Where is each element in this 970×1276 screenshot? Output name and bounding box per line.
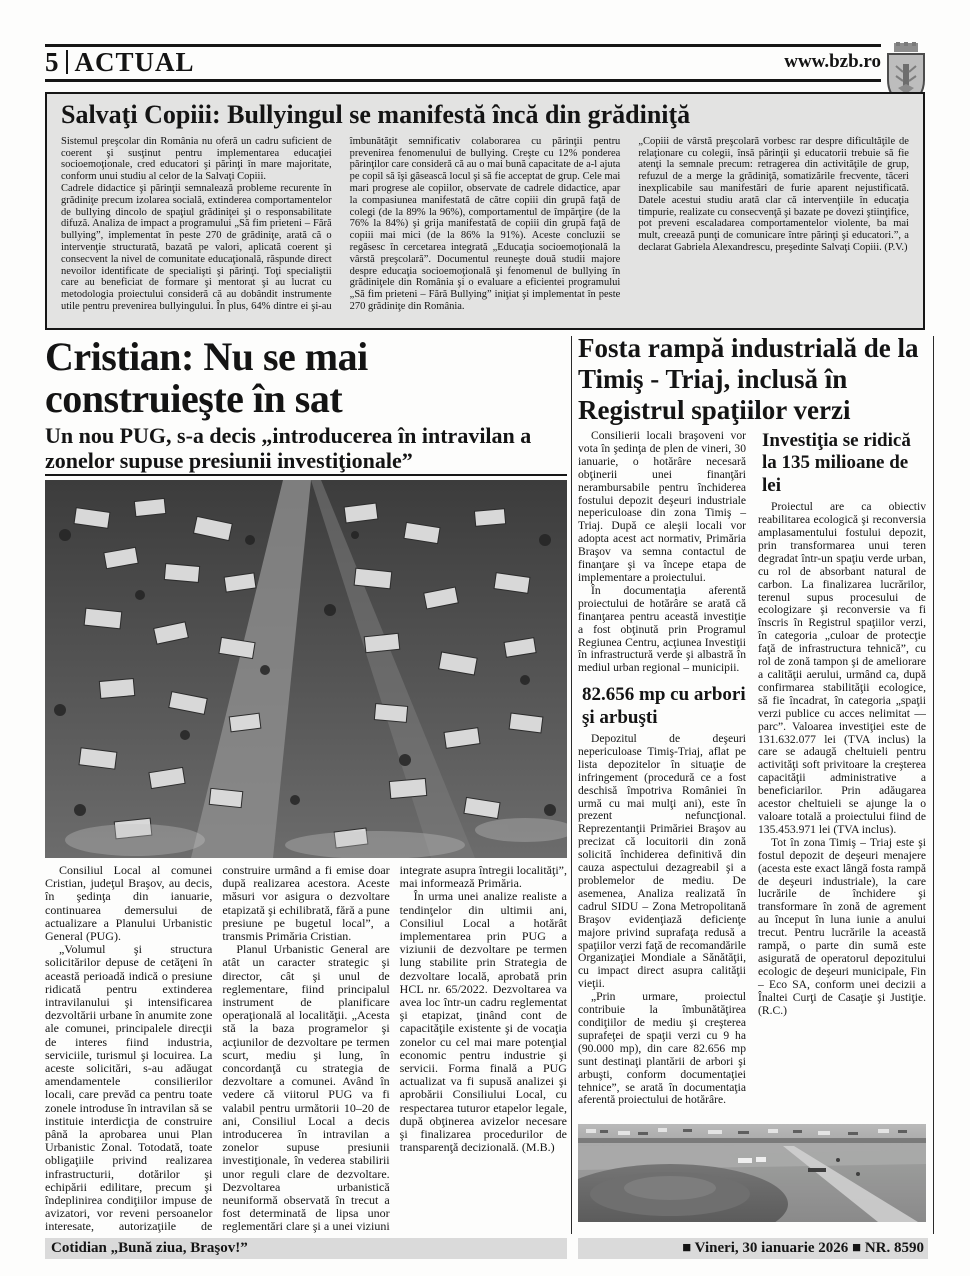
- paragraph: Depozitul de deşeuri nepericuloase Timiş-Triaj, aflat pe lista depozitelor în situaţie de infringement (procedură ce a fost deschisă împotriva României în urmă cu mai mulţi ani), este în prezent nefuncţional. Reprezentanţii Primăriei Braşov au precizat că locuitorii din zonă solicită închiderea definitivă din cauza aspectului dezagreabil şi a problemelor de mediu. De asemenea, Analiza realizată în cadrul SIDU – Zona Metropolitană Braşov evidenţiază deficienţe majore privind suprafaţa redusă a spaţiilor verzi faţă de recomandările Organizaţiei Mondiale a Sănătăţii, cu impact direct asupra calităţii vieţii.: [578, 732, 746, 991]
- paragraph: Consilierii locali braşoveni vor vota în şedinţa de plen de vineri, 30 ianuarie, o hotărâre necesară obţinerii unei finanţări nerambursabile pentru închiderea fostului depozit deşeuri industriale nepericuloase din zona Timiş – Triaj. După ce aleşii locali vor adopta acest act normativ, Primăria Braşov va semna contactul de finanţare şi va începe etapa de implementare a proiectului.: [578, 430, 746, 584]
- paragraph: În documentaţia aferentă proiectului de hotărâre se arată că finanţarea pentru această investiţie a fost obţinută prin Programul Regiunea Centru, acţiunea Investiţii în infrastructură verde şi albastră în mediul urban regional – municipii.: [578, 583, 746, 675]
- main-article-subhead: Un nou PUG, s-a decis „introducerea în intravilan a zonelor supuse presiunii investiţionale”: [45, 423, 532, 474]
- village-photo: [45, 480, 567, 858]
- paragraph: „Prin urmare, proiectul contribuie la îmbunătăţirea condiţiilor de mediu şi creşterea suprafeţei de spaţii verzi cu 9 ha (90.000 mp), din care 82.656 mp sunt destinaţi plantării de arbori şi arbuşti, conform documentaţiei tehnice”, se arată în documentaţia aferentă proiectului de hotărâre.: [578, 990, 746, 1107]
- masthead: [45, 46, 881, 78]
- side-article-headline: Fosta rampă industrială de la Timiş - Triaj, inclusă în Registrul spaţiilor verzi: [578, 333, 919, 425]
- paragraph: Sistemul preşcolar din România nu oferă un cadru suficient de coerent şi susţinut pentru implementarea educaţiei socioemoţionale, cred educatori şi părinţi în mare majoritate, conform unui studiu al celor de la Salvaţi Copiii.: [61, 135, 332, 183]
- paragraph: Cadrele didactice şi părinţii semnalează probleme recurente în grădiniţe precum izolarea socială, extinderea comportamentelor de bullying dincolo de spaţiul grădiniţei şi o responsabilitate difuză. Analiza de impact a programului „Să fim prieteni – Fără bullying”, implementat în peste 270 de grădiniţe, arată că o intervenţie structurată, bazată pe valori, aplicată coerent şi consecvent la nivel de comunitate educaţională, răspunde direct nevoilor identificate de specialişti şi părinţi. Toţi specialiştii care au beneficiat de formare şi mentorat şi au lucrat cu metodologia proiectului consideră că au dobândit instrumente utile pentru prevenirea bullyingului. În plus, 64% dintre ei şi-au îmbunătăţit semnificativ colaborarea cu părinţii pentru prevenirea fenomenului de bullying. Creşte cu 12% ponderea părinţilor care consideră că au o mai bună capacitate de a-l ajuta pe copil să îşi găsească locul şi să fie acceptat de grup. Cele mai mari progrese ale copiilor, observate de cadrele didactice, apar la compasiunea manifestată de către copiii din grupă faţă de colegi (de la 89% la 96%), comportamentul de împărţire (de la 76% la 84%) şi grija manifestată de copiii din grupă faţă de copiii mai mici (de la 86% la 91%). Aceste concluzii se regăsesc în cercetarea integrată „Educaţia socioemoţională la vârstă preşcolară”. Documentul reuneşte două studii majore despre educaţia socioemoţională şi fenomenul de bullying în grădiniţele din România şi o evaluare a eficientei programului „Să fim prieteni – Fără Bullying” iniţiat şi implementat în peste 270 grădiniţe din România.: [61, 135, 621, 313]
- side-article-subhead-investment: Investiţia se ridică la 135 milioane de lei: [762, 430, 911, 496]
- website-url: www.bzb.ro: [784, 51, 881, 72]
- right-edge-rule: [933, 336, 934, 1234]
- footer-date-issue: ■ Vineri, 30 ianuarie 2026 ■ NR. 8590: [578, 1238, 928, 1259]
- section-header: [45, 47, 195, 78]
- paragraph: Tot în zona Timiş – Triaj este şi fostul depozit de deşeuri menajere (acesta este exact lângă fosta rampă de deşeuri industriale), la care lucrările de închidere şi transformare în zonă de agrement au început în luna iunie a anului trecut. Pentru lucrările la această rampă, o parte din sumă este asigurată de operatorul depozitului ecologic de deşeuri municipale, Fin – Eco SA, conform unei decizii a Înaltei Curţi de Casaţie şi Justiţie. (R.C.): [758, 835, 926, 1017]
- section-title: ACTUAL: [74, 46, 195, 77]
- header-bottom-rule: [45, 79, 881, 82]
- paragraph: Consiliul Local al comunei Cristian, judeţul Braşov, au decis, în şedinţa din ianuarie, continuarea demersului de actualizare a Planului Urbanistic General (PUG).: [45, 864, 213, 944]
- paragraph: În urma unei analize realiste a tendinţelor din ultimii ani, Consiliul Local a hotărât implementarea prin PUG a viziunii de dezvoltare pe termen lung stabilite prin Strategia de dezvoltare locală, aprobată prin HCL nr. 65/2022. Dezvoltarea va avea loc într-un cadru reglementat şi etapizat, ţinând cont de capacităţile existente şi de vocaţia zonelor cu cel mai mare potenţial economic pentru industrie şi servicii. Forma finală a PUG actualizat va fi supusă analizei şi aprobării Consiliului Local, cu respectarea tuturor etapelor legale, după obţinerea avizelor necesare şi finalizarea procedurilor de transparenţă decizională. (M.B.): [399, 889, 567, 1155]
- paragraph: Proiectul are ca obiectiv reabilitarea ecologică şi reconversia amplasamentului fostului depozit, prin transformarea unui teren degradat într-un spaţiu verde urban, cu rol de absorbant natural de carbon. La finalizarea lucrărilor, terenul supus procesului de ecologizare şi reconversie va fi înscris în Registrul spaţiilor verzi, în categoria „culoar de protecţie faţă de infrastructura tehnică”, cu rol de zonă tampon şi de ameliorare a calităţii aerului, urmând ca, după confirmarea stabilităţii ecologice, să fie încadrat, în categoria „spaţii verzi publice cu acces nelimitat — parc”. Valoarea investiţiei este de 131.632.077 lei (TVA inclus) la care se adaugă cheltuieli pentru activităţi soft privitoare la creşterea capacităţii administrative a beneficiarilor. Prin adăugarea acestor cheltuieli se ajunge la o valoare totală a proiectului fiind de 135.453.971 lei (TVA inclus).: [758, 500, 926, 836]
- main-article-headline: Cristian: Nu se mai construieşte în sat: [45, 334, 368, 421]
- landfill-photo: [578, 1124, 926, 1222]
- masthead-divider: [66, 50, 68, 74]
- paragraph: „Volumul şi structura solicitărilor depuse de cetăţeni în această perioadă indică o presiune ridicată pentru extinderea intravilanului şi intensificarea dezvoltării urbane în anumite zone ale comunei, principalele direcţii de interes fiind industria, serviciile, turismul şi locuirea. La aceste solicitări, s-au adăugat amendamentele consilierilor locali, care prevăd ca pentru toate zonele introduse în intravilan să se instituie interdicţia de construire până la aprobarea unui Plan Urbanistic Zonal. Totodată, toate obligaţiile privind realizarea infrastructurii, dotărilor şi echipării edilitare, precum şi îndeplinirea condiţiilor impuse de avizatori, vor reveni persoanelor interesate, autorizaţiile de construire urmând a fi emise doar după realizarea acestora. Aceste măsuri vor asigura o dezvoltare etapizată şi echilibrată, fără a pune presiune pe bugetul local”, a transmis Primăria Cristian.: [45, 864, 390, 1234]
- boxed-article-headline: Salvaţi Copiii: Bullyingul se manifestă încă din grădiniţă: [61, 100, 691, 129]
- boxed-article-body: [61, 136, 909, 322]
- main-article-rule: [45, 474, 567, 476]
- paragraph: Planul Urbanistic General are atât un caracter strategic şi director, cât şi unul de reglementare, fiind principalul instrument de planificare operaţională al localităţii. „Acesta stă la baza programelor şi acţiunilor de dezvoltare pe termen scurt, mediu şi lung, în concordanţă cu strategia de dezvoltare a comunei. Având în vedere că viitorul PUG va fi valabil pentru următorii 10–20 de ani, Consiliul Local a decis introducerea în intravilan a zonelor supuse presiunii investiţionale, în vederea stabilirii unor reguli clare de dezvoltare. Dezvoltarea urbanistică neuniformă observată în trecut a fost determinată de lipsa unor reglementări clare şi a unei viziuni integrate asupra întregii localităţi”, mai informează Primăria.: [222, 864, 567, 1234]
- column-divider-rule: [571, 336, 572, 1234]
- footer-publication: Cotidian „Bună ziua, Braşov!”: [45, 1238, 567, 1259]
- side-article-subhead-area: 82.656 mp cu arbori şi arbuşti: [582, 684, 746, 728]
- boxed-article: [45, 92, 925, 330]
- paragraph: „Copiii de vârstă preşcolară vorbesc rar despre dificultăţile de relaţionare cu colegii, însă părinţii şi educatorii trebuie să fie atenţi la semnale precum: retragerea din activităţile de grup, refuzul de a merge la grădiniţă, somatizările frecvente, tăceri inexplicabile sau manifestări de furie aparent nejustificată. Datele acestui studiu arată clar că intervenţiile în educaţia timpurie, realizate cu consecvenţă şi bazate pe dovezi ştiinţifice, pot preveni escaladarea comportamentelor violente, ba mai mult, creează punţi de comunicare între părinţi şi educatori.”, a declarat Gabriela Alexandrescu, preşedinte Salvaţi Copiii. (P.V.): [638, 135, 909, 254]
- side-article-body: [578, 430, 926, 1118]
- main-article-body: [45, 864, 567, 1234]
- page-number: 5: [45, 46, 59, 77]
